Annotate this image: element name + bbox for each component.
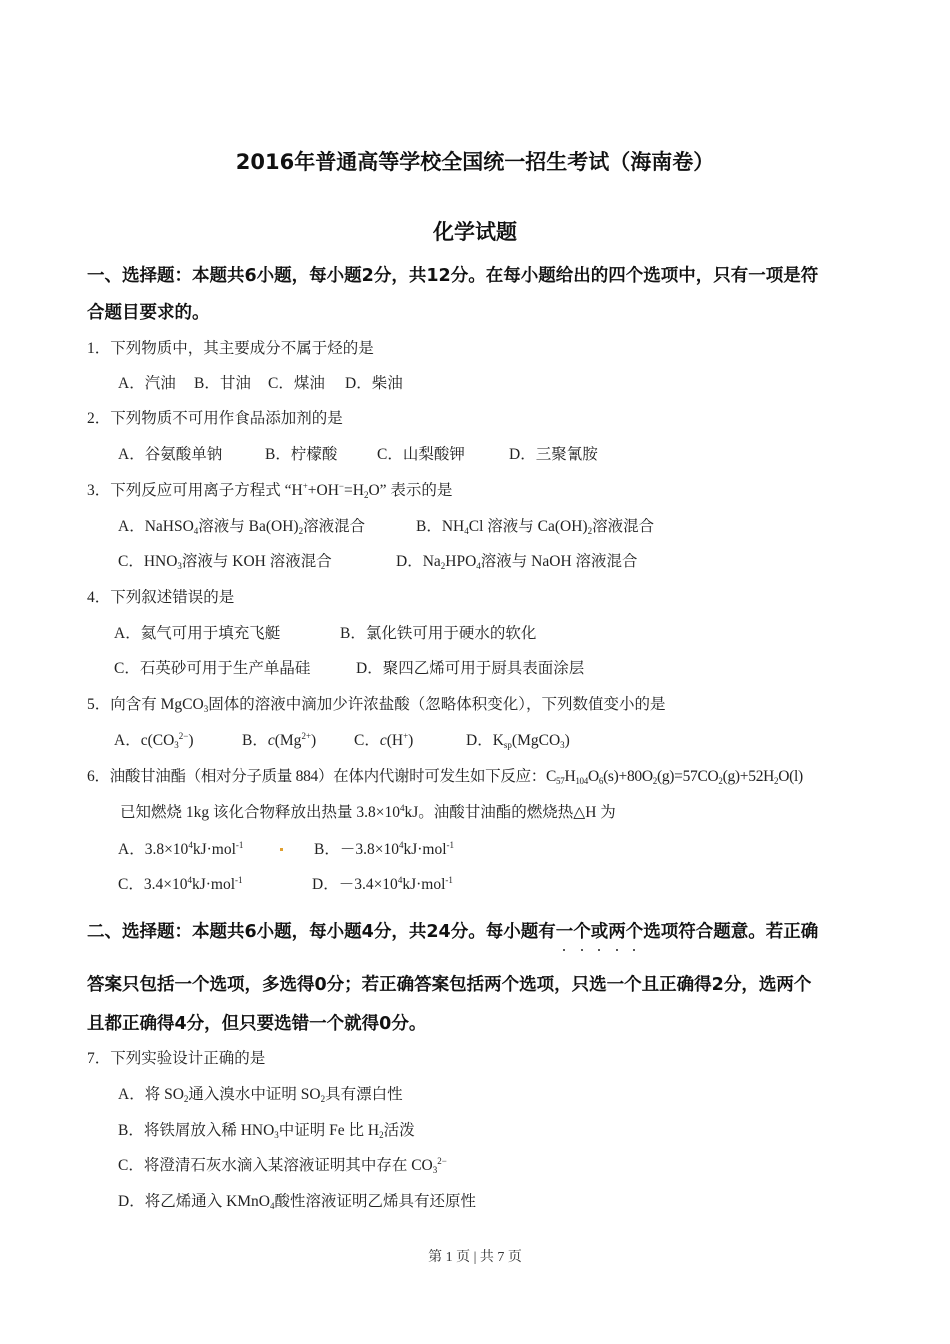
option-text: D．Na: [396, 553, 441, 570]
q5-option-d: [466, 728, 570, 750]
q6-stem-text: (g)=57CO: [656, 768, 719, 785]
option-text: c: [267, 732, 275, 749]
option-text: B．将铁屑放入稀 HNO: [118, 1122, 275, 1139]
subscript: 2: [320, 1094, 326, 1104]
section2-instructions-line3: 且都正确得4分，但只要选错一个就得0分。: [87, 1014, 427, 1034]
option-text: (Mg: [274, 732, 302, 749]
option-text: c: [379, 732, 387, 749]
subscript: 57: [556, 776, 565, 786]
page-footer: 第 1 页 | 共 7 页: [428, 1250, 522, 1265]
emphasis-char: 或: [591, 918, 609, 943]
q1-option-c: C．煤油: [268, 375, 325, 392]
question-1-stem: 1．下列物质中，其主要成分不属于烃的是: [87, 340, 374, 357]
question-3-stem: [87, 478, 452, 500]
option-text: kJ·mol: [191, 876, 236, 893]
subscript: 2: [379, 1130, 384, 1140]
superscript: +: [302, 481, 308, 491]
option-text: D．－3.4×10: [312, 876, 398, 893]
option-text: ): [408, 732, 414, 749]
section2-instructions-line2: 答案只包括一个选项，多选得0分；若正确答案包括两个选项，只选一个且正确得2分，选两个: [87, 975, 812, 995]
option-text: C．: [354, 732, 380, 749]
q7-option-a: [118, 1082, 403, 1104]
q1-option-d: D．柴油: [345, 375, 403, 392]
superscript: 4: [397, 875, 403, 885]
q2-option-a: A．谷氨酸单钠: [118, 446, 223, 463]
section1-instructions-line2: 合题目要求的。: [87, 303, 210, 323]
emphasis-char: 个: [573, 918, 591, 943]
q6-stem-text: 6．油酸甘油酯（相对分子质量 884）在体内代谢时可发生如下反应：C: [87, 768, 557, 785]
superscript: -1: [235, 840, 244, 850]
option-text: kJ·mol: [192, 841, 236, 858]
q6-stem-text: (g)+52H: [722, 768, 775, 785]
q6-option-a: [118, 837, 243, 859]
option-text: 具有漂白性: [325, 1086, 403, 1103]
q7-option-c: [118, 1153, 447, 1175]
q3-option-d: [396, 549, 638, 571]
subscript: 3: [174, 740, 179, 750]
option-text: B．: [242, 732, 268, 749]
subscript: 2: [774, 776, 779, 786]
q5-option-c: [354, 728, 413, 750]
option-text: (H: [386, 732, 404, 749]
section2-text: 二、选择题：本题共6小题，每小题4分，共24分。每小题有: [87, 922, 556, 942]
section2-instructions-line1: [87, 918, 818, 943]
emphasis-char: 个: [626, 918, 644, 943]
section2-text: 选项符合题意。若正确: [643, 922, 819, 942]
subscript: 4: [476, 561, 481, 571]
q6-stem-text: 已知燃烧 1kg 该化合物释放出热量 3.8×10: [120, 804, 400, 821]
option-text: 溶液与 KOH 溶液混合: [181, 553, 332, 570]
q4-option-b: B．氯化铁可用于硬水的软化: [340, 625, 537, 642]
subscript: 2: [587, 526, 593, 536]
section1-instructions-line1: 一、选择题：本题共6小题，每小题2分，共12分。在每小题给出的四个选项中，只有一项是符: [87, 266, 819, 286]
option-text: HPO: [445, 553, 477, 570]
option-text: B．－3.8×10: [314, 841, 399, 858]
superscript: +: [403, 731, 409, 741]
exam-title: 2016年普通高等学校全国统一招生考试（海南卷）: [235, 150, 715, 174]
superscript: -1: [446, 840, 455, 850]
option-text: D．将乙烯通入 KMnO: [118, 1193, 270, 1210]
q6-stem-line2: [120, 800, 616, 822]
question-5-stem: [87, 692, 665, 714]
option-text: A．将 SO: [118, 1086, 184, 1103]
q1-option-a: A．汽油: [118, 375, 176, 392]
subscript: 2: [652, 776, 657, 786]
option-text: D．K: [466, 732, 504, 749]
option-text: 通入溴水中证明 SO: [188, 1086, 321, 1103]
option-text: 溶液与 Ba(OH): [198, 518, 299, 535]
q2-option-c: C．山梨酸钾: [377, 446, 465, 463]
subscript: 3: [274, 1130, 279, 1140]
superscript: 2−: [437, 1156, 447, 1166]
q6-option-b: [314, 837, 454, 859]
option-text: A．NaHSO: [118, 518, 194, 535]
emphasis-char: 两: [608, 918, 626, 943]
q3-option-a: [118, 514, 365, 536]
q3-stem-text: 3．下列反应可用离子方程式 “H: [87, 482, 303, 499]
subscript: 2: [183, 1094, 189, 1104]
option-text: 活泼: [383, 1122, 415, 1139]
superscript: 4: [400, 803, 405, 813]
q4-option-a: A．氦气可用于填充飞艇: [114, 625, 281, 642]
option-text: ): [564, 732, 570, 749]
q4-option-d: D．聚四乙烯可用于厨具表面涂层: [356, 660, 585, 677]
subscript: 2: [440, 561, 446, 571]
superscript: -1: [235, 875, 243, 885]
q2-option-b: B．柠檬酸: [265, 446, 338, 463]
question-7-stem: 7．下列实验设计正确的是: [87, 1050, 266, 1067]
subject-title: 化学试题: [433, 220, 517, 244]
q3-stem-text: O” 表示的是: [368, 482, 453, 499]
q4-option-c: C．石英砂可用于生产单晶硅: [114, 660, 311, 677]
superscript: 4: [187, 875, 192, 885]
question-4-stem: 4．下列叙述错误的是: [87, 589, 235, 606]
q5-option-a: [114, 728, 194, 750]
option-text: C．HNO: [118, 553, 178, 570]
option-text: B．NH: [416, 518, 465, 535]
q5-option-b: [242, 728, 316, 750]
q6-option-c: [118, 872, 243, 894]
q6-stem-text: O: [587, 768, 599, 785]
subscript: 3: [432, 1165, 438, 1175]
q6-stem-text: kJ。油酸甘油酯的燃烧热△H 为: [404, 804, 616, 821]
option-text: 溶液混合: [303, 518, 366, 535]
subscript: 2: [298, 526, 304, 536]
subscript: 3: [203, 704, 209, 714]
emphasis-char: 一: [556, 918, 574, 943]
q7-option-b: [118, 1118, 415, 1140]
q1-option-b: B．甘油: [194, 375, 251, 392]
option-text: 中证明 Fe 比 H: [278, 1122, 380, 1139]
subscript: 6: [598, 776, 604, 786]
option-text: 酸性溶液证明乙烯具有还原性: [274, 1193, 477, 1210]
superscript: -1: [445, 875, 453, 885]
q2-option-d: D．三聚氰胺: [509, 446, 598, 463]
option-text: kJ·mol: [403, 841, 447, 858]
subscript: 3: [177, 561, 182, 571]
option-text: kJ·mol: [402, 876, 446, 893]
q3-option-c: [118, 549, 332, 571]
subscript: sp: [503, 740, 512, 750]
q3-stem-text: +OH: [307, 482, 339, 499]
superscript: 4: [188, 840, 193, 850]
subscript: 4: [193, 526, 199, 536]
option-text: C．3.4×10: [118, 876, 188, 893]
subscript: 4: [464, 526, 469, 536]
q5-stem-text: 固体的溶液中滴加少许浓盐酸（忽略体积变化），下列数值变小的是: [208, 696, 666, 713]
subscript: 2: [718, 776, 723, 786]
option-text: A．c(CO: [114, 732, 175, 749]
stray-mark: [280, 848, 283, 851]
superscript: 2+: [301, 731, 312, 741]
option-text: 溶液与 NaOH 溶液混合: [480, 553, 638, 570]
superscript: 2−: [178, 731, 189, 741]
q7-option-d: [118, 1189, 476, 1211]
superscript: −: [338, 481, 344, 491]
q6-stem-text: (s)+80O: [603, 768, 653, 785]
question-6-stem: [87, 764, 803, 786]
option-text: ): [311, 732, 317, 749]
option-text: 溶液混合: [592, 518, 655, 535]
option-text: ): [188, 732, 194, 749]
subscript: 3: [560, 740, 565, 750]
subscript: 104: [575, 776, 588, 786]
q3-option-b: [416, 514, 654, 536]
q6-stem-text: O(l): [778, 768, 803, 785]
question-2-stem: 2．下列物质不可用作食品添加剂的是: [87, 410, 343, 427]
q6-stem-text: H: [564, 768, 576, 785]
option-text: A．3.8×10: [118, 841, 189, 858]
option-text: C．将澄清石灰水滴入某溶液证明其中存在 CO: [118, 1157, 433, 1174]
option-text: (MgCO: [511, 732, 561, 749]
subscript: 2: [363, 490, 369, 500]
subscript: 4: [270, 1201, 275, 1211]
q6-option-d: [312, 872, 453, 894]
superscript: 4: [398, 840, 404, 850]
q5-stem-text: 5．向含有 MgCO: [87, 696, 204, 713]
option-text: Cl 溶液与 Ca(OH): [468, 518, 588, 535]
q3-stem-text: =H: [344, 482, 364, 499]
